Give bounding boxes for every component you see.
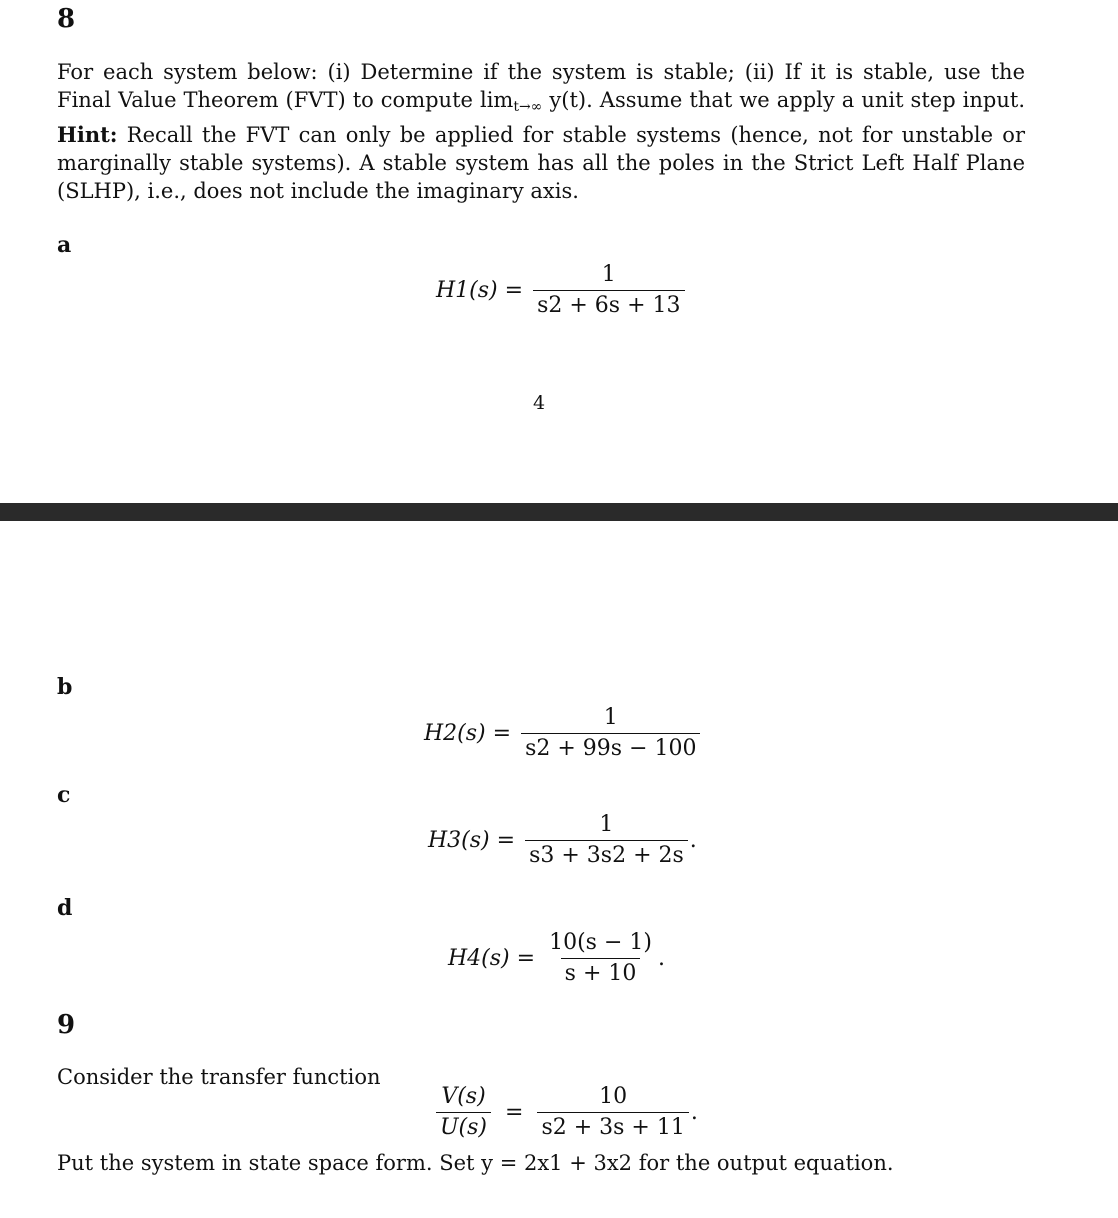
equation-vu-lhs-fraction — [436, 1084, 491, 1141]
equation-h1-fraction — [533, 262, 684, 319]
part-c-label: c — [57, 782, 71, 808]
equation-vu-rhs-numerator: 10 — [599, 1084, 628, 1109]
equation-h2-denominator: s2 + 99s − 100 — [521, 733, 700, 762]
equation-h4-denominator: s + 10 — [561, 958, 641, 987]
equation-h2-fraction — [521, 705, 700, 762]
equation-h3-numerator: 1 — [599, 812, 614, 837]
equation-vu-lhs-numerator: V(s) — [441, 1084, 486, 1109]
problem-9-number: 9 — [57, 1010, 76, 1040]
page-divider — [0, 503, 1118, 521]
page-number: 4 — [533, 392, 546, 414]
equation-h3-fraction — [525, 812, 688, 869]
equation-h1-lhs: H1(s) = — [436, 278, 524, 303]
equation-h4-period: . — [657, 946, 665, 971]
equation-h3 — [428, 812, 697, 869]
equation-vu-lhs-denominator: U(s) — [436, 1112, 491, 1141]
output-equation: y = 2x1 + 3x2 — [481, 1151, 633, 1175]
equation-vu-equals: = — [505, 1100, 524, 1125]
equation-h4-lhs: H4(s) = — [448, 946, 536, 971]
equation-h2-numerator: 1 — [603, 705, 618, 730]
equation-h4-numerator: 10(s − 1) — [549, 930, 652, 955]
intro-after-limit: y(t). Assume that we apply a unit step input. — [542, 88, 1025, 112]
problem-8-instructions — [57, 58, 1025, 205]
equation-vu — [436, 1084, 698, 1141]
closing-prefix: Put the system in state space form. Set — [57, 1151, 482, 1175]
closing-suffix: for the output equation. — [632, 1151, 894, 1175]
hint-label: Hint: — [57, 122, 118, 147]
part-b-label: b — [57, 674, 73, 700]
equation-h4 — [448, 930, 665, 987]
equation-h1 — [436, 262, 685, 319]
limit-subscript: t→∞ — [513, 99, 543, 115]
part-d-label: d — [57, 895, 73, 921]
equation-h3-period: . — [689, 828, 697, 853]
equation-h2 — [424, 705, 700, 762]
problem-9-closing — [57, 1151, 894, 1175]
problem-8-number: 8 — [57, 4, 76, 34]
hint-text: Recall the FVT can only be applied for stable systems (hence, not for unstable or marginally stable systems). A stable system has all the poles in the Strict Left Half Plane (SLHP), i.e., does not include the imaginary axis. — [57, 123, 1025, 203]
problem-9-intro: Consider the transfer function — [57, 1065, 381, 1089]
equation-h1-numerator: 1 — [601, 262, 616, 287]
equation-vu-rhs-denominator: s2 + 3s + 11 — [537, 1112, 688, 1141]
part-a-label: a — [57, 232, 72, 258]
equation-vu-period: . — [690, 1100, 698, 1125]
intro-text: For each system below: (i) Determine if the system is stable; (ii) If it is stable, use the Final Value Theorem (FVT) to compute lim — [57, 60, 1025, 112]
equation-h3-denominator: s3 + 3s2 + 2s — [525, 840, 688, 869]
equation-h2-lhs: H2(s) = — [424, 721, 512, 746]
equation-h3-lhs: H3(s) = — [428, 828, 516, 853]
equation-h1-denominator: s2 + 6s + 13 — [533, 290, 684, 319]
equation-vu-rhs-fraction — [537, 1084, 688, 1141]
equation-h4-fraction — [545, 930, 656, 987]
